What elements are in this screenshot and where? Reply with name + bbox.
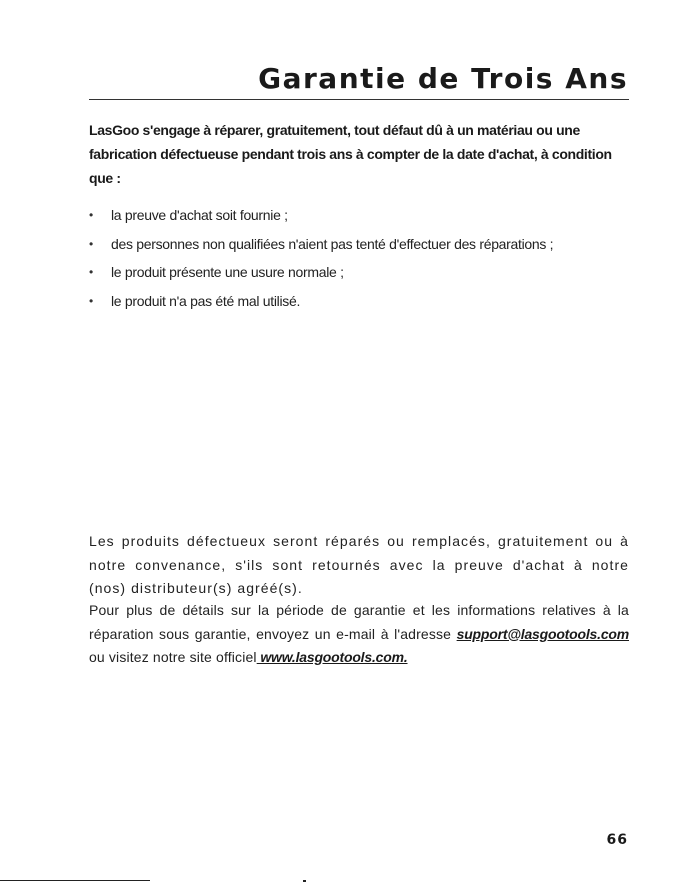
warranty-intro: LasGoo s'engage à réparer, gratuitement, tout défaut dû à un matériau ou une fabrication défectueuse pendant trois ans à compter de la date d'achat, à condition que : [89, 122, 612, 186]
condition-text: le produit n'a pas été mal utilisé. [111, 292, 301, 309]
bullet-icon: • [89, 208, 93, 222]
page-title: Garantie de Trois Ans [258, 62, 628, 95]
warranty-conditions-list [89, 205, 629, 319]
condition-text: des personnes non qualifiées n'aient pas tenté d'effectuer des réparations ; [111, 235, 554, 252]
bullet-icon: • [89, 293, 93, 308]
contact-text: Pour plus de détails sur la période de garantie et les informations relatives à la réparation sous garantie, envoyez un e-mail à l'adresse [89, 602, 629, 642]
condition-text: la preuve d'achat soit fournie ; [111, 207, 288, 223]
contact-paragraph [89, 599, 629, 670]
page-number: 66 [606, 832, 628, 848]
footer-mark [303, 880, 306, 882]
website-link[interactable]: www.lasgootools.com. [256, 649, 408, 665]
footer-divider [0, 880, 150, 881]
website-intro-text: ou visitez notre site officiel [89, 649, 257, 665]
support-email-link[interactable]: support@lasgootools.com [456, 625, 629, 642]
condition-item [89, 291, 629, 320]
bullet-icon: • [89, 265, 93, 279]
title-divider [89, 99, 629, 100]
repair-paragraph: Les produits défectueux seront réparés ou remplacés, gratuitement ou à notre convenance, s'ils sont retournés avec la preuve d'achat à notre (nos) distributeur(s) agréé(s). [89, 533, 629, 596]
bullet-icon: • [89, 236, 93, 251]
condition-item [89, 234, 629, 263]
condition-item [89, 205, 629, 234]
condition-text: le produit présente une usure normale ; [111, 264, 344, 280]
condition-item [89, 262, 629, 291]
